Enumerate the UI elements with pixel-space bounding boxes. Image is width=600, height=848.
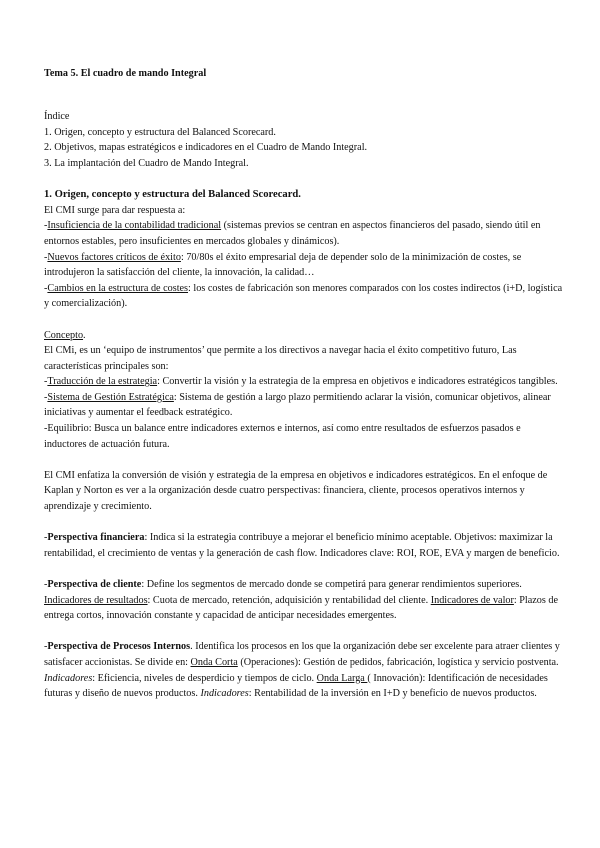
paragraph-text: (Operaciones): Gestión de pedidos, fabricación, logística y servicio postventa. xyxy=(237,656,559,668)
index-item: 1. Origen, concepto y estructura del Balanced Scorecard. xyxy=(44,126,276,138)
concepto-label: Concepto xyxy=(44,329,84,341)
underlined-term: Indicadores de resultados xyxy=(44,594,148,606)
section-1-point xyxy=(44,250,564,281)
paragraph-text: : Define los segmentos de mercado donde se competirá para generar rendimientos superiores. xyxy=(141,579,522,590)
concepto-intro: El CMi, es un ‘equipo de instrumentos’ que permite a los directivos a navegar hacia el éxito competitivo futuro, Las características principales son: xyxy=(44,345,517,372)
concepto-point xyxy=(44,374,564,390)
period: . xyxy=(83,329,86,341)
point-text: : los costes de fabricación son menores comparados con los costes indirectos (i+D, logística y comercialización). xyxy=(44,282,563,310)
underlined-term: Sistema de Gestión Estratégica xyxy=(47,391,174,403)
spacer xyxy=(44,172,564,188)
section-1-point xyxy=(44,218,564,249)
underlined-term: Traducción de la estrategia xyxy=(47,376,158,388)
paragraph-text: : Eficiencia, niveles de desperdicio y tiempos de ciclo. xyxy=(92,672,317,684)
paragraph-text: : Plazos de entrega cortos, innovación constante y capacidad de anticipar necesidades emergentes. xyxy=(44,594,559,622)
underlined-term: Onda Larga xyxy=(316,672,368,684)
underlined-term: Onda Corta xyxy=(190,656,238,668)
index-item: 3. La implantación del Cuadro de Mando Integral. xyxy=(44,157,249,169)
perspectiva-financiera xyxy=(44,530,564,561)
dash: - xyxy=(44,641,48,653)
dash: - xyxy=(44,391,48,403)
spacer xyxy=(44,452,564,468)
italic-term: Indicadores xyxy=(44,672,93,684)
dash: - xyxy=(44,376,48,388)
bold-term: Perspectiva financiera xyxy=(47,532,145,544)
paragraph-text: : Rentabilidad de la inversión en I+D y beneficio de nuevos productos. xyxy=(248,688,537,700)
spacer xyxy=(44,515,564,531)
underlined-term: Cambios en la estructura de costes xyxy=(47,282,189,294)
bold-term: Perspectiva de cliente xyxy=(47,579,142,590)
document-title: Tema 5. El cuadro de mando Integral xyxy=(44,68,207,79)
paragraph-text: ( Innovación): Identificación de necesidades futuras y diseño de nuevos productos. xyxy=(44,672,548,700)
underlined-term: Insuficiencia de la contabilidad tradicional xyxy=(47,220,222,232)
point-text: (sistemas previos se centran en aspectos financieros del pasado, siendo útil en entornos estables, pero insuficientes en mercados globales y dinámicos). xyxy=(44,220,541,247)
point-text: : 70/80s el éxito empresarial deja de depender solo de la minimización de costes, se introdujeron la satisfacción del cliente, la innovación, la calidad… xyxy=(44,251,522,279)
dash: - xyxy=(44,220,48,232)
point-text: : Sistema de gestión a largo plazo permitiendo aclarar la visión, comunicar objetivos, alinear iniciativas y aumentar el feedback estratégico. xyxy=(44,391,551,419)
dash: - xyxy=(44,251,48,263)
spacer xyxy=(44,94,564,110)
concepto-heading xyxy=(44,328,564,344)
concepto-point xyxy=(44,390,564,421)
bold-term: Perspectiva de Procesos Internos xyxy=(47,641,191,653)
paragraph-text: : Cuota de mercado, retención, adquisición y rentabilidad del cliente. xyxy=(147,594,431,606)
section-1-title: 1. Origen, concepto y estructura del Balanced Scorecard. xyxy=(44,189,301,201)
point-text: : Convertir la visión y la estrategia de la empresa en objetivos e indicadores estratégicos tangibles. xyxy=(157,376,558,388)
concepto-section xyxy=(44,328,564,453)
paragraph-text: . Identifica los procesos en los que la organización debe ser excelente para atraer clientes y satisfacer accionistas. Se divide en: xyxy=(44,641,560,668)
index-section xyxy=(44,109,564,171)
spacer xyxy=(44,624,564,640)
concepto-point: -Equilibrio: Busca un balance entre indicadores externos e internos, así como entre resultados de esfuerzos pasados e inductores de actuación futura. xyxy=(44,423,521,450)
underlined-term: Nuevos factores críticos de éxito xyxy=(47,251,181,263)
italic-term: Indicadores xyxy=(200,688,249,700)
enfatiza-paragraph: El CMI enfatiza la conversión de visión y estrategia de la empresa en objetivos e indicadores estratégicos. En el enfoque de Kaplan y Norton es ver a la organización desde cuatro perspectivas: financiera, cliente, procesos operativos internos y aprendizaje y crecimiento. xyxy=(44,469,548,513)
spacer xyxy=(44,561,564,577)
perspectiva-cliente xyxy=(44,577,564,624)
section-1-point xyxy=(44,281,564,312)
perspectiva-procesos xyxy=(44,639,564,701)
section-1 xyxy=(44,187,564,312)
underlined-term: Indicadores de valor xyxy=(430,594,514,606)
paragraph-text: : Indica si la estrategia contribuye a mejorar el beneficio mínimo aceptable. Objetivos: maximizar la rentabilidad, el crecimiento de ventas y la generación de cash flow. Indicadores clave: ROI, ROE, EVA y margen de beneficio. xyxy=(44,532,560,559)
index-item: 2. Objetivos, mapas estratégicos e indicadores en el Cuadro de Mando Integral. xyxy=(44,142,368,154)
dash: - xyxy=(44,532,48,544)
section-1-intro: El CMI surge para dar respuesta a: xyxy=(44,204,186,216)
document-page xyxy=(44,66,564,702)
dash: - xyxy=(44,579,48,590)
dash: - xyxy=(44,282,48,294)
index-heading: Índice xyxy=(44,111,70,123)
spacer xyxy=(44,312,564,328)
